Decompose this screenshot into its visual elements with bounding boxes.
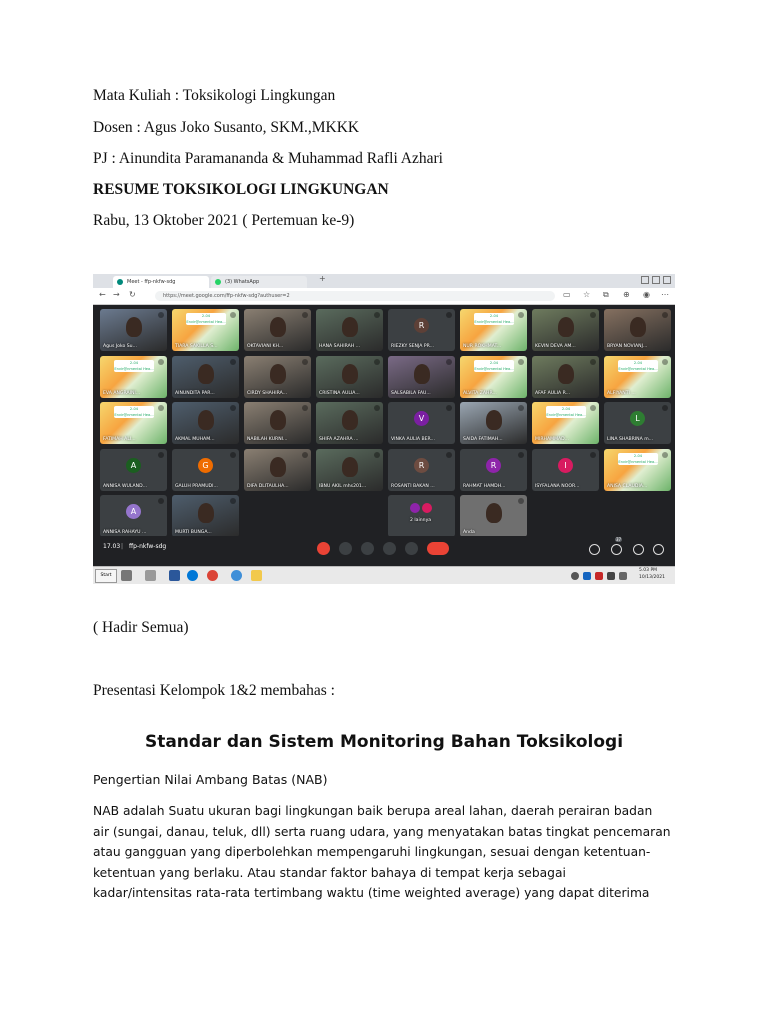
banner-code: 2-04: [129, 360, 139, 365]
lecturer-line: Dosen : Agus Joko Susanto, SKM.,MKKK: [93, 119, 360, 136]
participant-tile[interactable]: [316, 402, 383, 444]
menu-icon[interactable]: ⋯: [661, 290, 669, 299]
mic-muted-icon: [590, 312, 596, 318]
participant-video: [630, 317, 646, 337]
minimize-icon[interactable]: [641, 276, 649, 284]
mic-muted-icon: [662, 452, 668, 458]
tray-icon: [607, 572, 615, 580]
tab-meet-label: Meet - ffp-nkfw-sdg: [127, 279, 176, 285]
mic-muted-icon: [302, 452, 308, 458]
banner-code: 2-04: [633, 360, 643, 365]
participant-name: CRISTINA AULIA...: [319, 390, 360, 396]
participant-tile[interactable]: [604, 402, 671, 444]
paragraph-line: air (sungai, danau, teluk, dll) serta ruang udara, yang menyatakan batas tingkat pencemaran: [93, 824, 671, 839]
env-health-banner: [186, 313, 226, 325]
participant-tile[interactable]: [388, 309, 455, 351]
participant-tile[interactable]: [388, 402, 455, 444]
participant-video: [342, 457, 358, 477]
star-icon[interactable]: ☆: [583, 290, 591, 299]
paragraph-line: NAB adalah Suatu ukuran bagi lingkungan baik berupa areal lahan, daerah perairan badan: [93, 804, 653, 818]
participant-tile[interactable]: [172, 495, 239, 537]
participant-video: [558, 317, 574, 337]
banner-text: Envir@nmental Hea...: [618, 459, 658, 464]
mic-muted-icon: [374, 452, 380, 458]
mic-muted-icon: [590, 359, 596, 365]
mini-avatar: [410, 503, 420, 513]
mic-muted-icon: [158, 312, 164, 318]
mic-muted-icon: [158, 405, 164, 411]
participant-name: DIFA DLITAULHA...: [247, 483, 289, 489]
participant-video: [270, 410, 286, 430]
mic-muted-icon: [158, 498, 164, 504]
participant-name: OKTAVIANI KH...: [247, 344, 284, 349]
participant-tile[interactable]: [244, 449, 311, 491]
banner-text: Envir@nmental Hea...: [618, 366, 658, 371]
course-line: Mata Kuliah : Toksikologi Lingkungan: [93, 87, 336, 104]
meet-screenshot: [93, 274, 675, 584]
participant-tile[interactable]: [244, 356, 311, 398]
participant-name: KEVIN DEVA AM...: [535, 344, 576, 349]
banner-code: 2-04: [633, 453, 643, 458]
mic-muted-icon: [302, 405, 308, 411]
mic-muted-icon: [590, 405, 596, 411]
meeting-code: ffp-nkfw-sdg: [129, 543, 167, 550]
separator: |: [121, 543, 124, 550]
participant-video: [486, 410, 502, 430]
extensions-icon[interactable]: ⧉: [603, 290, 609, 299]
mic-muted-icon: [158, 359, 164, 365]
mic-muted-icon: [662, 405, 668, 411]
participant-video: [198, 503, 214, 523]
edge-icon[interactable]: [187, 570, 198, 581]
close-icon[interactable]: [663, 276, 671, 284]
participant-avatar: R: [414, 458, 429, 473]
mic-muted-icon: [374, 405, 380, 411]
chat-icon[interactable]: [633, 544, 644, 555]
participant-tile[interactable]: [460, 356, 527, 398]
participant-tile[interactable]: [532, 449, 599, 491]
participant-tile[interactable]: [100, 449, 167, 491]
mic-muted-icon: [518, 452, 524, 458]
word-icon[interactable]: [169, 570, 180, 581]
participant-name: SAIDA FATIMAH...: [463, 437, 503, 442]
participant-avatar: G: [198, 458, 213, 473]
participant-name: ISYFALANA NOOR...: [535, 483, 580, 489]
participant-name: MURTI BUNGA...: [175, 530, 212, 535]
participant-name: LINA SHABRINA m...: [607, 437, 654, 442]
participant-name: IBNU AKIL mhs201...: [319, 483, 367, 489]
paragraph-line: ketentuan yang berlaku. Atau standar faktor bahaya di tempat kerja sebagai: [93, 865, 566, 880]
attendance-note: ( Hadir Semua): [93, 619, 189, 636]
participant-avatar: V: [414, 411, 429, 426]
participant-name: ROSANTI BAKAN ...: [391, 483, 435, 489]
mic-off-button[interactable]: [317, 542, 330, 555]
participant-video: [342, 364, 358, 384]
tray-icon: [619, 572, 627, 580]
env-health-banner: [114, 360, 154, 372]
end-call-button[interactable]: [427, 542, 449, 555]
participant-tile[interactable]: [532, 356, 599, 398]
calendar-app-icon[interactable]: [145, 570, 156, 581]
participant-tile[interactable]: [388, 449, 455, 491]
participant-tile[interactable]: [172, 356, 239, 398]
participant-video: [198, 410, 214, 430]
forward-icon[interactable]: →: [113, 290, 120, 299]
participant-name: CIRDY SHAHIRA...: [247, 390, 288, 396]
section-title: Standar dan Sistem Monitoring Bahan Toksikologi: [144, 732, 624, 752]
participant-video: [270, 457, 286, 477]
participant-avatar: A: [126, 458, 141, 473]
participant-tile[interactable]: [100, 402, 167, 444]
mic-muted-icon: [590, 452, 596, 458]
tab-meet[interactable]: [113, 276, 209, 288]
participant-name: Anda: [463, 530, 475, 535]
participant-name: ALVITA ZAHR...: [463, 390, 497, 396]
participant-avatar: R: [486, 458, 501, 473]
participant-name: FATIMAH ALI...: [103, 437, 136, 442]
participant-name: AINUNDITA PAR...: [175, 390, 215, 396]
participant-tile[interactable]: [172, 309, 239, 351]
mic-muted-icon: [518, 312, 524, 318]
participant-tile[interactable]: [172, 449, 239, 491]
participant-name: MIRHAMMAD...: [535, 437, 570, 442]
participant-tile[interactable]: [316, 356, 383, 398]
participant-avatar: I: [558, 458, 573, 473]
mic-muted-icon: [518, 359, 524, 365]
participant-tile[interactable]: [532, 402, 599, 444]
participant-video: [342, 317, 358, 337]
meet-favicon-icon: [117, 279, 123, 285]
tab-whatsapp[interactable]: [211, 276, 307, 288]
collections-icon[interactable]: ⊕: [623, 290, 630, 299]
pj-line: PJ : Ainundita Paramananda & Muhammad Rafli Azhari: [93, 150, 443, 167]
mic-muted-icon: [230, 359, 236, 365]
banner-code: 2-04: [201, 314, 211, 318]
mic-muted-icon: [374, 359, 380, 365]
mic-muted-icon: [446, 452, 452, 458]
mic-muted-icon: [446, 312, 452, 318]
paragraph-line: atau gangguan yang diperbolehkan mempengaruhi lingkungan, sesuai dengan ketentuan-: [93, 845, 651, 859]
participant-avatar: R: [414, 318, 429, 333]
start-button[interactable]: Start: [95, 569, 117, 583]
participant-tile[interactable]: [460, 495, 527, 537]
participant-name: SALSABILA FAU...: [391, 390, 431, 396]
mic-muted-icon: [158, 452, 164, 458]
participant-tile[interactable]: [460, 449, 527, 491]
banner-code: 2-04: [129, 407, 139, 411]
banner-text: Envir@nmental Hea...: [114, 413, 154, 417]
others-tile[interactable]: [388, 495, 455, 537]
chrome-icon[interactable]: [207, 570, 218, 581]
participant-video: [342, 410, 358, 430]
participant-name: NUR ROKHMAT...: [463, 344, 502, 349]
resume-title: RESUME TOKSIKOLOGI LINGKUNGAN: [93, 181, 389, 198]
participant-tile[interactable]: [316, 309, 383, 351]
banner-text: Envir@nmental Hea...: [186, 320, 226, 324]
mic-muted-icon: [446, 359, 452, 365]
participant-name: NABILAH KURNI...: [247, 437, 288, 442]
participant-tile[interactable]: [316, 449, 383, 491]
maximize-icon[interactable]: [652, 276, 660, 284]
tab-whatsapp-label: (3) WhatsApp: [225, 279, 260, 285]
mic-muted-icon: [518, 498, 524, 504]
participant-video: [270, 364, 286, 384]
mic-muted-icon: [662, 312, 668, 318]
meet-control-bar: [93, 536, 675, 560]
people-count-badge: 37: [616, 537, 622, 542]
camera-button[interactable]: [339, 542, 352, 555]
participant-name: EVA ANGRAINI...: [103, 390, 141, 396]
env-health-banner: [618, 453, 658, 465]
participant-video: [558, 364, 574, 384]
address-bar-row: [93, 288, 675, 305]
taskbar-date: 10/13/2021: [639, 575, 665, 580]
participant-video: [126, 317, 142, 337]
mic-muted-icon: [302, 359, 308, 365]
url-field[interactable]: https://meet.google.com/ffp-nkfw-sdg?authuser=2: [155, 291, 555, 301]
participant-video: [270, 317, 286, 337]
task-view-icon[interactable]: [121, 570, 132, 581]
participant-tile[interactable]: [604, 309, 671, 351]
banner-text: Envir@nmental Hea...: [546, 413, 586, 417]
section-subtitle: Pengertian Nilai Ambang Batas (NAB): [93, 772, 328, 787]
participant-tile[interactable]: [100, 309, 167, 351]
raise-hand-button[interactable]: [361, 542, 374, 555]
participant-name: AKMAL MUHAM...: [175, 437, 215, 442]
back-icon[interactable]: ←: [99, 290, 106, 299]
browser-tab-bar: [93, 274, 675, 288]
participant-tile[interactable]: [244, 309, 311, 351]
participant-name: ANISA CLAUDIA...: [607, 483, 648, 489]
participant-name: VINKA AULIA BER...: [391, 437, 435, 442]
participant-tile[interactable]: [244, 402, 311, 444]
mic-muted-icon: [518, 405, 524, 411]
participant-video: [198, 364, 214, 384]
banner-code: 2-04: [489, 360, 499, 365]
participant-tile[interactable]: [604, 356, 671, 398]
participant-tile[interactable]: [100, 356, 167, 398]
meeting-time: 17.03: [103, 543, 121, 550]
reload-icon[interactable]: ↻: [129, 290, 136, 299]
mic-muted-icon: [230, 312, 236, 318]
banner-code: 2-04: [561, 407, 571, 411]
mic-muted-icon: [374, 312, 380, 318]
mic-muted-icon: [230, 498, 236, 504]
banner-text: Envir@nmental Hea...: [474, 320, 514, 324]
participant-name: ANNISA RAHAYU ...: [103, 530, 147, 535]
participant-name: ALFIYANTI ...: [607, 390, 636, 396]
whatsapp-favicon-icon: [215, 279, 221, 285]
participant-video: [486, 503, 502, 523]
taskbar-time: 5.03 PM: [639, 568, 658, 573]
people-icon[interactable]: [611, 544, 622, 555]
new-tab-icon[interactable]: +: [319, 274, 326, 283]
banner-code: 2-04: [489, 314, 499, 318]
presentation-line: Presentasi Kelompok 1&2 membahas :: [93, 682, 335, 699]
mini-avatar: [422, 503, 432, 513]
others-label: 2 lainnya: [410, 518, 432, 523]
paragraph-line: kadar/intensitas rata-rata tertimbang waktu (time weighted average) yang dapat diterima: [93, 886, 650, 900]
env-health-banner: [546, 406, 586, 418]
tray-icon: [595, 572, 603, 580]
participant-grid: [93, 304, 675, 536]
folder-icon[interactable]: [251, 570, 262, 581]
participant-name: RIEZKY SENJA PR...: [391, 344, 435, 349]
activities-icon[interactable]: [653, 544, 664, 555]
mic-muted-icon: [446, 405, 452, 411]
participant-tile[interactable]: [388, 356, 455, 398]
env-health-banner: [474, 313, 514, 325]
date-line: Rabu, 13 Oktober 2021 ( Pertemuan ke-9): [93, 212, 355, 229]
env-health-banner: [114, 406, 154, 418]
participant-tile[interactable]: [172, 402, 239, 444]
participant-tile[interactable]: [604, 449, 671, 491]
participant-name: BRYAN NOVIANJ...: [607, 344, 648, 349]
windows-taskbar: [93, 566, 675, 584]
participant-name: SHIFA AZAHRA ...: [319, 437, 359, 442]
participant-tile[interactable]: [460, 402, 527, 444]
present-button[interactable]: [383, 542, 396, 555]
participant-name: RAHMAT HAMDH...: [463, 483, 506, 489]
mic-muted-icon: [662, 359, 668, 365]
window-controls: [641, 276, 671, 285]
participant-name: HANA SAHIRAH ...: [319, 344, 361, 349]
camera-icon[interactable]: ▭: [563, 290, 571, 299]
participant-tile[interactable]: [532, 309, 599, 351]
participant-video: [414, 364, 430, 384]
participant-name: TIARA SAKILLA S...: [175, 344, 218, 349]
tray-icon: [571, 572, 579, 580]
participant-name: GALUH PRAMUDI...: [175, 483, 218, 489]
participant-name: Agus Joko Su...: [103, 344, 137, 349]
tray-icon: [583, 572, 591, 580]
mic-muted-icon: [230, 405, 236, 411]
mic-muted-icon: [302, 312, 308, 318]
ie-icon[interactable]: [231, 570, 242, 581]
profile-icon[interactable]: ◉: [643, 290, 650, 299]
banner-text: Envir@nmental Hea...: [474, 366, 514, 371]
banner-text: Envir@nmental Hea...: [114, 366, 154, 371]
info-icon[interactable]: [589, 544, 600, 555]
mic-muted-icon: [230, 452, 236, 458]
more-options-button[interactable]: [405, 542, 418, 555]
participant-tile[interactable]: [460, 309, 527, 351]
participant-avatar: A: [126, 504, 141, 519]
participant-tile[interactable]: [100, 495, 167, 537]
participant-name: AFAF AULIA R...: [535, 390, 571, 396]
env-health-banner: [618, 360, 658, 372]
participant-avatar: L: [630, 411, 645, 426]
env-health-banner: [474, 360, 514, 372]
participant-name: ANNISA WULAND...: [103, 483, 148, 489]
